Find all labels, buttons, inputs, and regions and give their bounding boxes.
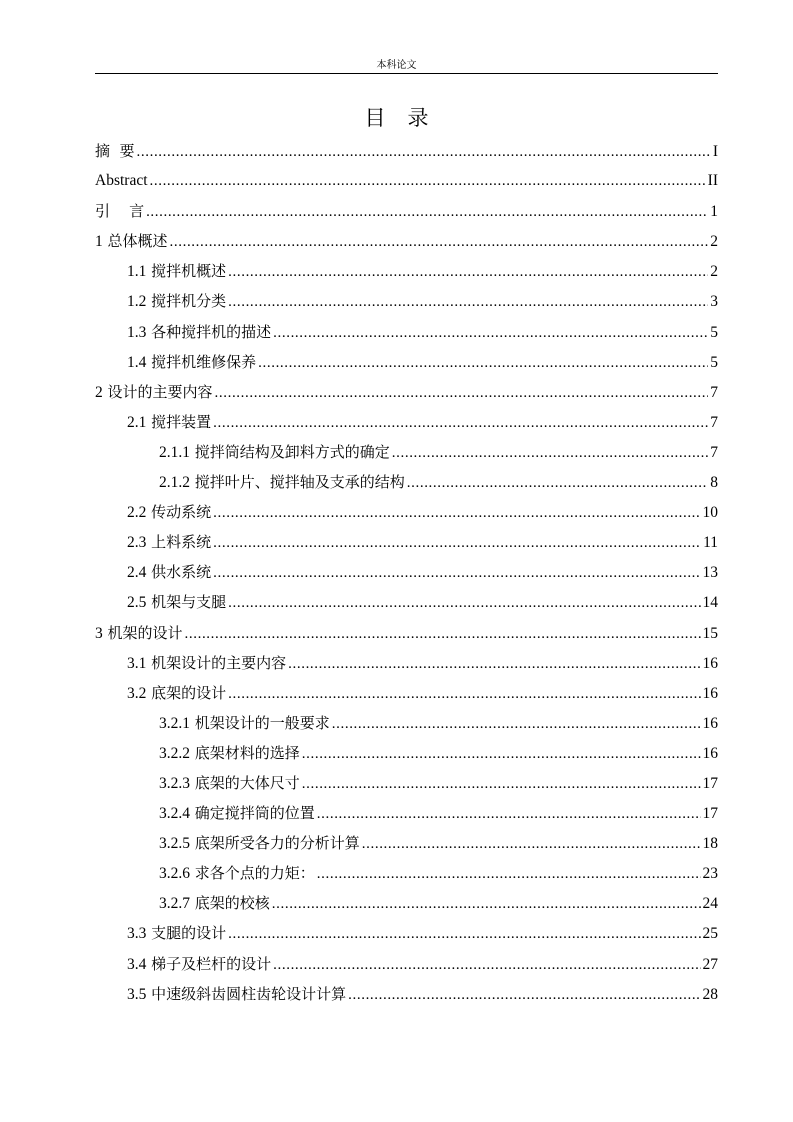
toc-entry-page: 14 [702,594,718,612]
toc-entry-page: 3 [710,293,718,311]
toc-entry[interactable] [95,949,718,979]
toc-entry-page: 18 [702,835,718,853]
toc-entry-text: 机架的设计 [107,623,183,642]
toc-leader-dots [213,408,708,438]
toc-entry[interactable] [95,618,718,648]
toc-entry-text: 搅拌装置 [151,412,212,431]
toc-entry-label [127,347,256,378]
toc-entry-label [159,828,360,859]
toc-entry-number: 1.4 [127,353,147,371]
toc-entry-number: 1.2 [127,293,147,311]
toc-entry-text: 搅拌机概述 [151,262,227,281]
toc-entry[interactable] [95,798,718,828]
toc-entry-text: 确定搅拌筒的位置 [194,804,315,823]
toc-entry[interactable] [95,196,718,226]
toc-entry-page: 2 [710,233,718,251]
toc-entry-label [127,286,226,317]
toc-leader-dots [317,859,701,889]
toc-entry-text: 中速级斜齿圆柱齿轮设计计算 [151,984,347,1003]
toc-leader-dots [302,739,701,769]
toc-leader-dots [348,980,700,1010]
toc-entry-number: 3.2.3 [159,774,190,792]
toc-entry-text: 摘 要 [95,142,135,160]
toc-entry[interactable] [95,407,718,437]
toc-entry-number: 2.4 [127,564,147,582]
toc-entry-page: 25 [702,925,718,943]
toc-entry-label [159,467,405,498]
toc-entry-number: 2.1.1 [159,443,190,461]
toc-entry-page: 13 [702,564,718,582]
toc-leader-dots [273,318,708,348]
toc-leader-dots [228,919,700,949]
toc-entry-label [127,256,226,287]
toc-entry-number: 2.1.2 [159,474,190,492]
toc-entry-number: 2.1 [127,413,147,431]
toc-entry-label [159,738,300,769]
toc-entry-page: 1 [710,203,718,221]
toc-entry[interactable] [95,467,718,497]
toc-entry-label [95,618,183,649]
toc-leader-dots [228,287,708,317]
toc-entry-label [95,226,168,257]
toc-leader-dots [332,709,701,739]
toc-entry-label [159,888,270,919]
toc-leader-dots [137,137,711,167]
toc-entry-page: 10 [702,504,718,522]
toc-entry-text: 支腿的设计 [151,924,227,943]
toc-entry-label [127,407,211,438]
toc-entry-page: 16 [702,684,718,702]
toc-entry-label [95,166,148,196]
toc-entry[interactable] [95,587,718,617]
toc-entry-label [127,918,226,949]
toc-leader-dots [258,348,708,378]
toc-entry-page: 16 [702,744,718,762]
toc-entry-text: 机架设计的主要内容 [151,653,287,672]
toc-entry[interactable] [95,648,718,678]
toc-entry-page: 28 [702,985,718,1003]
toc-leader-dots [302,769,701,799]
toc-entry-page: 23 [702,865,718,883]
toc-entry-number: 3.2.5 [159,835,190,853]
toc-entry-page: 15 [702,624,718,642]
toc-entry-label [159,798,315,829]
toc-entry-page: 8 [710,474,718,492]
table-of-contents [95,136,718,1009]
toc-entry-page: 17 [702,774,718,792]
toc-entry-label [159,768,300,799]
toc-entry-text: 上料系统 [151,533,212,552]
toc-entry[interactable] [95,858,718,888]
toc-leader-dots [213,498,700,528]
toc-leader-dots [215,378,709,408]
toc-entry[interactable] [95,828,718,858]
toc-entry-text: 底架的校核 [194,894,270,913]
toc-entry-page: 2 [710,263,718,281]
toc-entry[interactable] [95,678,718,708]
toc-entry-number: 3.4 [127,955,147,973]
page-header: 本科论文 [376,60,417,71]
header-rule [95,73,718,74]
toc-entry-label [159,858,315,889]
toc-entry-number: 2.5 [127,594,147,612]
toc-entry-page: 27 [702,955,718,973]
toc-entry-number: 3.2.4 [159,805,190,823]
toc-entry-number: 3.2.7 [159,895,190,913]
toc-entry-label [95,136,135,166]
toc-entry-text: 搅拌机维修保养 [151,352,257,371]
toc-entry-number: 1 [95,233,103,251]
toc-entry-label [159,437,390,468]
toc-entry-text: 搅拌机分类 [151,292,227,311]
toc-leader-dots [407,468,708,498]
toc-entry-label [159,708,330,739]
toc-entry-text: 引 言 [95,202,145,221]
toc-entry-label [127,648,286,679]
toc-entry[interactable] [95,497,718,527]
toc-leader-dots [213,558,700,588]
toc-entry-number: 3.3 [127,925,147,943]
toc-entry-page: 16 [702,654,718,672]
toc-entry-number: 2 [95,383,103,401]
toc-leader-dots [272,889,701,919]
toc-entry[interactable] [95,347,718,377]
toc-entry[interactable] [95,557,718,587]
toc-entry-text: 设计的主要内容 [107,382,213,401]
toc-entry-label [127,587,226,618]
toc-entry-number: 2.3 [127,534,147,552]
toc-entry-number: 3.2.1 [159,714,190,732]
toc-entry-number: 3.2.2 [159,744,190,762]
toc-entry-number: 3.1 [127,654,147,672]
toc-entry-text: 底架所受各力的分析计算 [194,834,360,853]
toc-entry-page: 5 [710,353,718,371]
toc-entry-page: 7 [710,383,718,401]
toc-entry-label [127,557,211,588]
toc-entry[interactable] [95,708,718,738]
toc-entry-number: 3.2.6 [159,865,190,883]
toc-entry-text: 总体概述 [107,232,168,251]
toc-entry-page: 11 [703,534,718,552]
toc-entry[interactable] [95,226,718,256]
toc-leader-dots [288,649,700,679]
toc-entry[interactable] [95,256,718,286]
toc-entry-text: 各种搅拌机的描述 [151,322,272,341]
toc-leader-dots [273,950,700,980]
toc-leader-dots [228,257,708,287]
toc-entry[interactable] [95,317,718,347]
toc-leader-dots [317,799,701,829]
toc-leader-dots [228,679,700,709]
toc-entry[interactable] [95,286,718,316]
toc-entry-text: 底架的大体尺寸 [194,773,300,792]
toc-entry[interactable] [95,768,718,798]
toc-entry-text: 求各个点的力矩： [194,864,315,883]
toc-leader-dots [362,829,701,859]
toc-entry-number: 1.1 [127,263,147,281]
toc-leader-dots [185,619,701,649]
toc-entry-page: I [712,143,718,160]
toc-entry-text: 机架设计的一般要求 [194,713,330,732]
toc-entry-text: 梯子及栏杆的设计 [151,954,272,973]
toc-entry-text: 传动系统 [151,503,212,522]
toc-entry-label [127,979,346,1010]
toc-entry[interactable] [95,136,718,166]
toc-entry-number: 3.5 [127,985,147,1003]
toc-entry-text: Abstract [95,172,148,190]
toc-entry-page: 7 [710,443,718,461]
toc-entry[interactable] [95,918,718,948]
toc-entry-number: 1.3 [127,323,147,341]
toc-entry-page: 5 [710,323,718,341]
toc-entry-label [127,317,271,348]
toc-entry-page: 7 [710,413,718,431]
toc-entry-page: 17 [702,805,718,823]
toc-entry-label [95,377,213,408]
toc-entry-label [127,527,211,558]
toc-entry-number: 3 [95,624,103,642]
toc-entry-number: 2.2 [127,504,147,522]
toc-entry-page: II [707,172,718,190]
toc-entry-text: 机架与支腿 [151,593,227,612]
toc-entry-label [127,949,271,980]
toc-entry-text: 底架材料的选择 [194,743,300,762]
toc-entry-text: 供水系统 [151,563,212,582]
toc-leader-dots [228,588,700,618]
toc-title: 目录 [364,106,451,130]
toc-leader-dots [170,227,709,257]
toc-entry[interactable] [95,979,718,1009]
toc-entry-text: 搅拌筒结构及卸料方式的确定 [194,442,390,461]
toc-entry[interactable] [95,527,718,557]
toc-entry[interactable] [95,437,718,467]
toc-leader-dots [150,166,706,196]
toc-leader-dots [213,528,701,558]
toc-entry-text: 底架的设计 [151,683,227,702]
toc-entry-page: 16 [702,714,718,732]
toc-entry-text: 搅拌叶片、搅拌轴及支承的结构 [194,473,405,492]
toc-leader-dots [146,197,708,227]
toc-entry[interactable] [95,888,718,918]
toc-entry-label [127,678,226,709]
toc-entry[interactable] [95,738,718,768]
toc-entry-label [95,196,144,226]
toc-entry-number: 3.2 [127,684,147,702]
toc-leader-dots [392,438,708,468]
toc-entry-label [127,497,211,528]
toc-entry[interactable] [95,377,718,407]
toc-entry-page: 24 [702,895,718,913]
toc-entry[interactable] [95,166,718,196]
